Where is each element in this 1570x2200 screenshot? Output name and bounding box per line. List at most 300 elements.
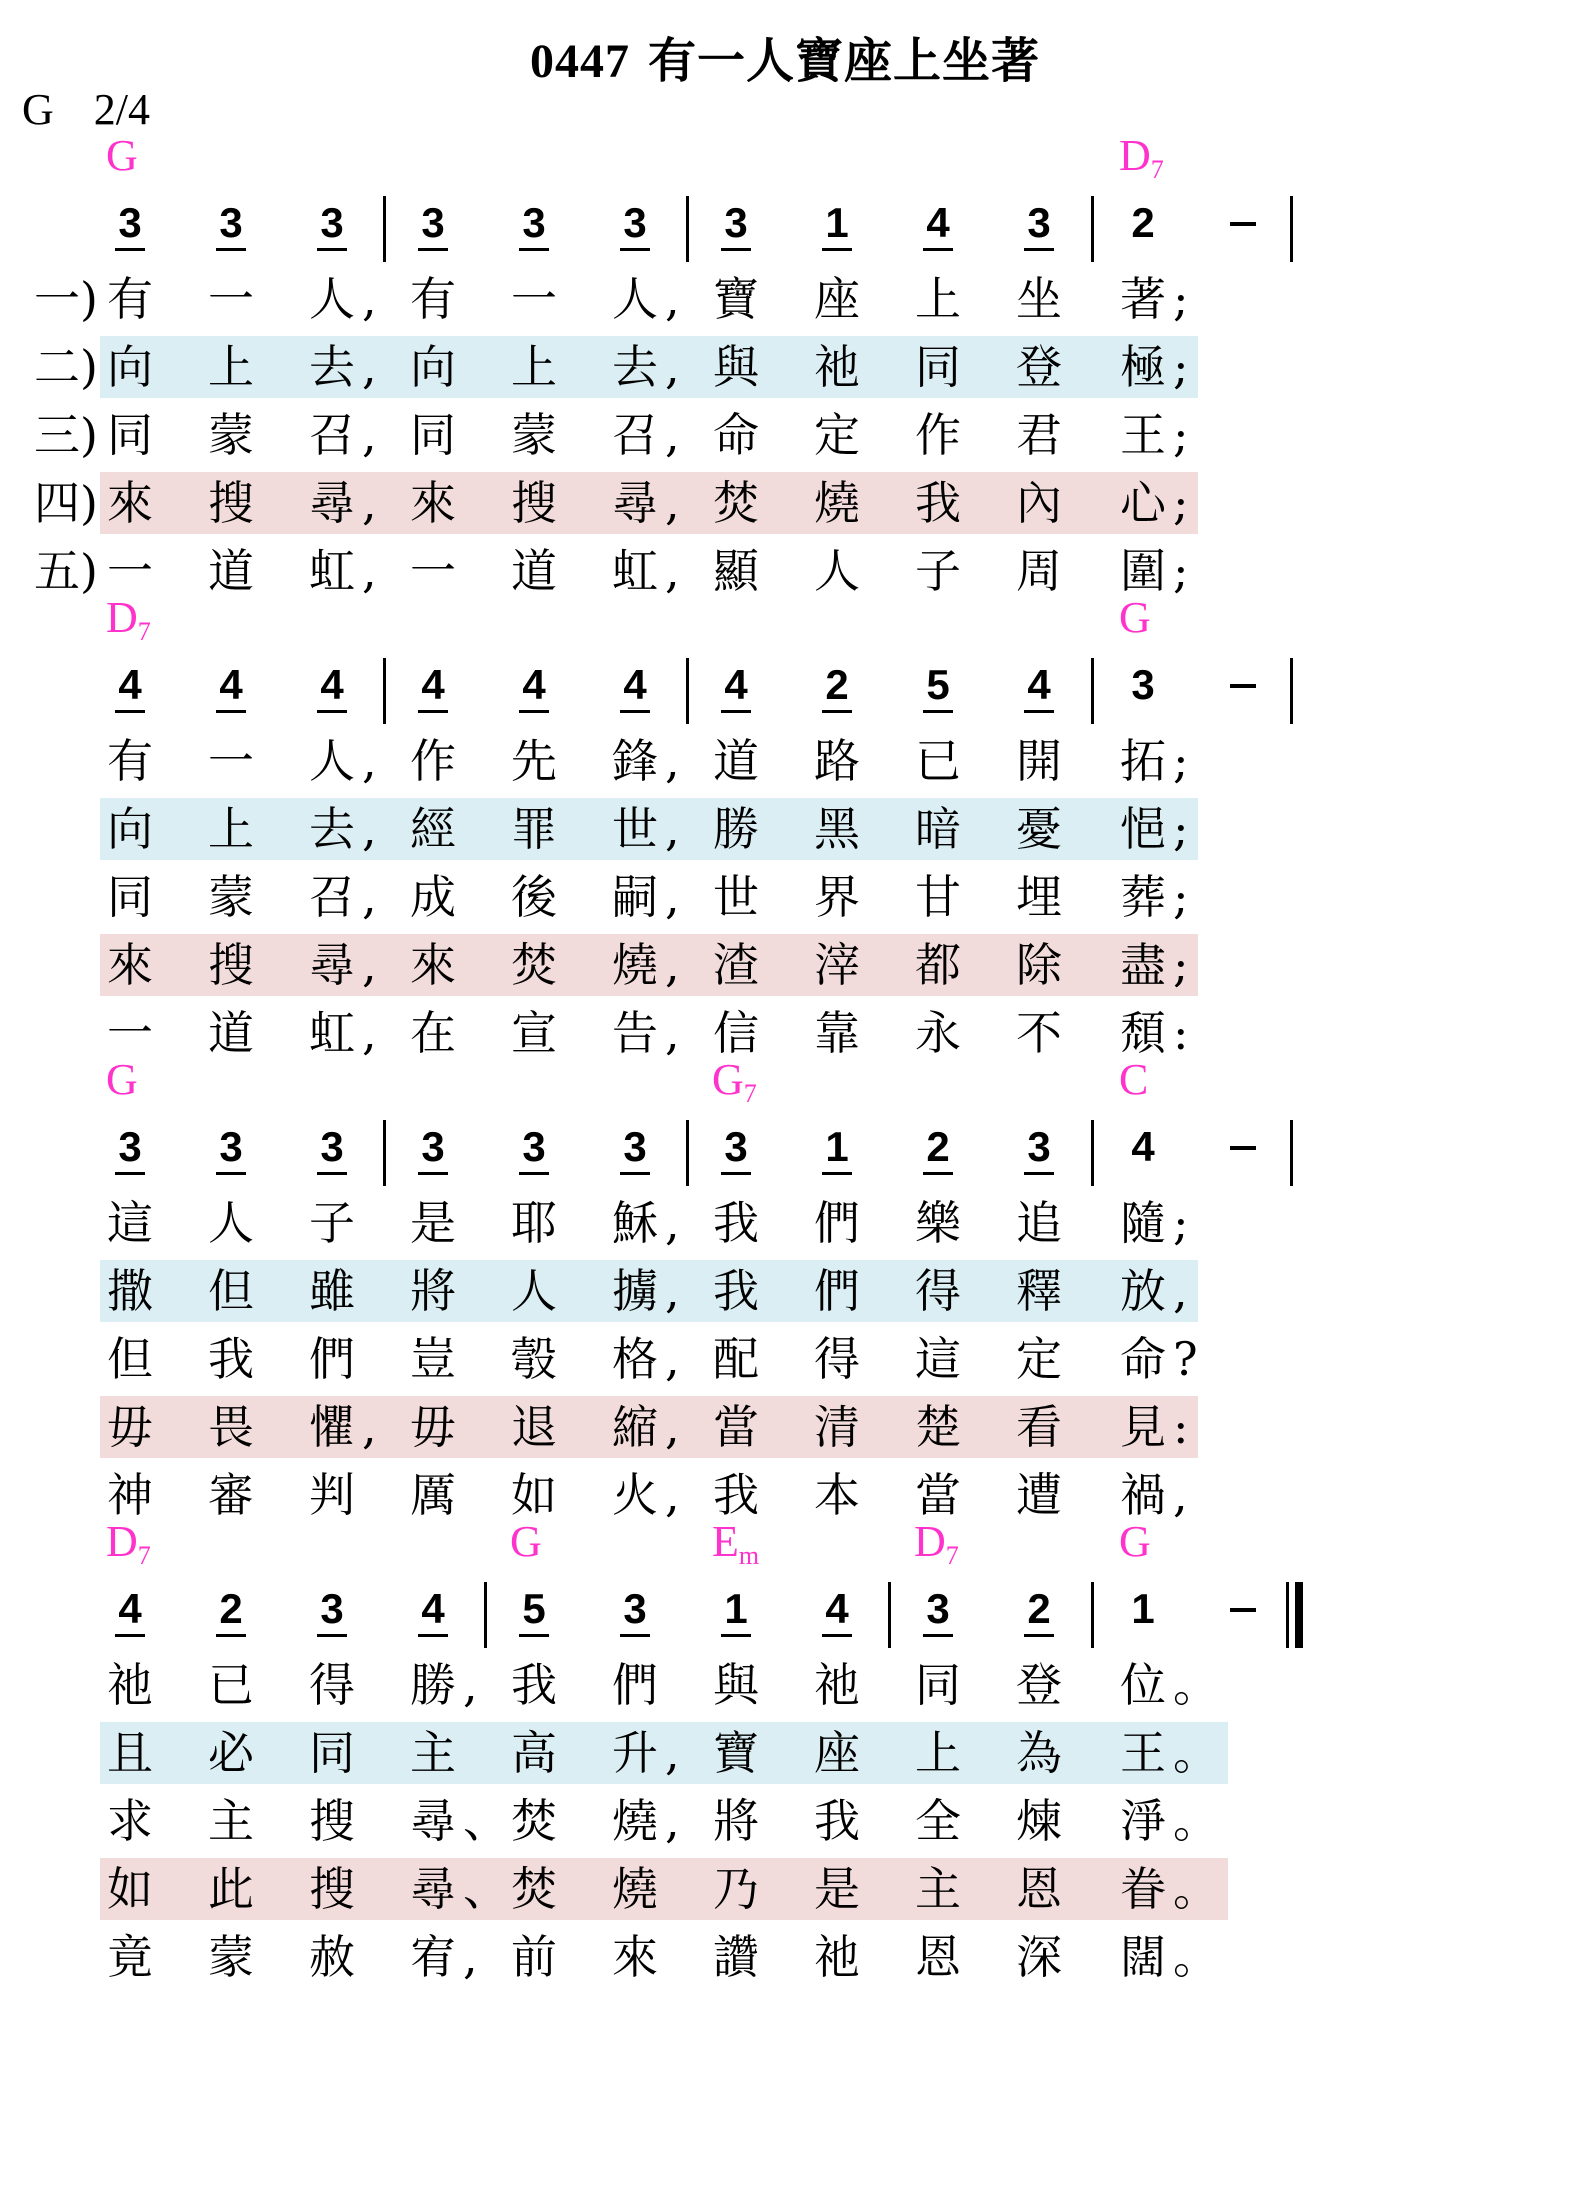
lyric-char: 登 [1016, 340, 1062, 394]
lyric-char: 這 [107, 1196, 153, 1250]
eighth-underline [216, 248, 246, 251]
lyric-char: 耶 [511, 1196, 557, 1250]
lyric-char: 必 [208, 1726, 254, 1780]
note-number: 4 [724, 661, 748, 708]
final-bar-thin [1286, 1582, 1289, 1648]
lyric-punctuation: , [362, 938, 377, 992]
eighth-underline [620, 1172, 650, 1175]
key-time-signature [22, 84, 190, 135]
note-number: 3 [118, 1123, 142, 1170]
eighth-underline [115, 1172, 145, 1175]
lyric-punctuation: , [362, 1400, 377, 1454]
lyric-char: 但 [107, 1332, 153, 1386]
note-number: 3 [1027, 199, 1051, 246]
bar-line [686, 196, 689, 262]
lyric-char: 配 [713, 1332, 759, 1386]
lyric-char: 我 [713, 1196, 759, 1250]
lyric-char: 內 [1016, 476, 1062, 530]
eighth-underline [418, 1634, 448, 1637]
lyric-punctuation: , [665, 870, 680, 924]
chord-root: G [712, 1055, 744, 1104]
lyric-char: 心 [1120, 476, 1166, 530]
lyric-char: 我 [511, 1658, 557, 1712]
lyric-char: 埋 [1016, 870, 1062, 924]
lyric-char: 是 [410, 1196, 456, 1250]
lyric-char: 作 [915, 408, 961, 462]
lyric-char: 楚 [915, 1400, 961, 1454]
note-number: 4 [926, 199, 950, 246]
lyric-char: 經 [410, 802, 456, 856]
note [201, 1586, 261, 1637]
note [100, 1124, 160, 1175]
lyric-char: 蒙 [208, 408, 254, 462]
lyric-char: 道 [208, 544, 254, 598]
bar-line [686, 1120, 689, 1186]
eighth-underline [317, 710, 347, 713]
note [605, 662, 665, 713]
lyric-char: 這 [915, 1332, 961, 1386]
lyric-punctuation: , [665, 1332, 680, 1386]
note [908, 1124, 968, 1175]
note [908, 200, 968, 251]
lyric-char: 王 [1120, 408, 1166, 462]
lyric-char: 去 [309, 340, 355, 394]
lyric-char: 上 [208, 802, 254, 856]
final-bar-thick [1295, 1582, 1303, 1648]
note [403, 1586, 463, 1637]
system-2 [0, 593, 1570, 1072]
lyric-punctuation: , [665, 476, 680, 530]
lyric-punctuation: , [362, 476, 377, 530]
lyric-char: 告 [612, 1006, 658, 1060]
note [1113, 1124, 1173, 1170]
lyric-char: 求 [107, 1794, 153, 1848]
lyric-char: 得 [814, 1332, 860, 1386]
lyric-char: 我 [915, 476, 961, 530]
lyric-char: 眷 [1120, 1862, 1166, 1916]
lyric-punctuation: , [665, 1726, 680, 1780]
lyric-char: 人 [309, 734, 355, 788]
eighth-underline [216, 1172, 246, 1175]
lyric-char: 同 [915, 340, 961, 394]
lyric-punctuation: 。 [1173, 1794, 1219, 1848]
lyric-char: 同 [915, 1658, 961, 1712]
note-number: 3 [1027, 1123, 1051, 1170]
note [706, 200, 766, 251]
note-number: 3 [724, 1123, 748, 1170]
note [605, 200, 665, 251]
lyric-char: 彀 [511, 1332, 557, 1386]
lyric-char: 召 [309, 870, 355, 924]
lyric-char: 暗 [915, 802, 961, 856]
note [100, 200, 160, 251]
lyric-char: 遭 [1016, 1468, 1062, 1522]
lyric-char: 祂 [107, 1658, 153, 1712]
lyric-char: 恩 [1016, 1862, 1062, 1916]
note [201, 200, 261, 251]
lyric-char: 將 [410, 1264, 456, 1318]
lyric-char: 燒 [814, 476, 860, 530]
lyric-char: 召 [309, 408, 355, 462]
chord-suffix: 7 [945, 1541, 959, 1570]
lyric-char: 世 [612, 802, 658, 856]
note-number: 3 [421, 1123, 445, 1170]
eighth-underline [519, 1172, 549, 1175]
chord-symbol [106, 131, 138, 180]
lyric-char: 滓 [814, 938, 860, 992]
verse-label: 三) [34, 408, 98, 462]
lyric-char: 開 [1016, 734, 1062, 788]
note-number: 3 [320, 1123, 344, 1170]
lyric-punctuation: ; [1173, 938, 1189, 992]
eighth-underline [721, 1634, 751, 1637]
lyric-punctuation: , [1173, 1264, 1188, 1318]
lyric-punctuation: : [1173, 1006, 1189, 1060]
bar-line-end [1290, 658, 1293, 724]
chord-symbol [510, 1517, 542, 1566]
lyric-punctuation: ; [1173, 340, 1189, 394]
lyric-punctuation: , [665, 340, 680, 394]
bar-line [1091, 196, 1094, 262]
lyric-char: 一 [107, 544, 153, 598]
lyric-char: 同 [107, 870, 153, 924]
key-signature: G [22, 85, 54, 134]
lyric-char: 祂 [814, 1658, 860, 1712]
note-number: 3 [522, 1123, 546, 1170]
note [302, 200, 362, 251]
lyric-punctuation: ; [1173, 734, 1189, 788]
note-number: 4 [1027, 661, 1051, 708]
lyric-char: 後 [511, 870, 557, 924]
lyric-char: 去 [309, 802, 355, 856]
lyric-char: 黑 [814, 802, 860, 856]
lyric-punctuation: , [665, 544, 680, 598]
lyric-char: 一 [410, 544, 456, 598]
chord-root: G [510, 1517, 542, 1566]
eighth-underline [317, 1172, 347, 1175]
lyric-char: 與 [713, 1658, 759, 1712]
lyric-char: 人 [612, 272, 658, 326]
lyric-char: 懼 [309, 1400, 355, 1454]
chord-suffix: 7 [137, 1541, 151, 1570]
note-number: 3 [623, 199, 647, 246]
lyric-punctuation: , [665, 1006, 680, 1060]
lyric-punctuation: , [665, 1264, 680, 1318]
lyric-punctuation: 、 [463, 1794, 509, 1848]
lyric-char: 焚 [511, 938, 557, 992]
lyric-char: 搜 [309, 1794, 355, 1848]
lyric-punctuation: ; [1173, 408, 1189, 462]
lyric-char: 界 [814, 870, 860, 924]
lyric-char: 人 [814, 544, 860, 598]
lyric-char: 道 [511, 544, 557, 598]
lyric-char: 搜 [309, 1862, 355, 1916]
lyric-char: 本 [814, 1468, 860, 1522]
lyric-char: 周 [1016, 544, 1062, 598]
note-number: 3 [118, 199, 142, 246]
eighth-underline [115, 1634, 145, 1637]
note-number: 3 [421, 199, 445, 246]
bar-line [383, 196, 386, 262]
lyric-char: 釋 [1016, 1264, 1062, 1318]
eighth-underline [317, 1634, 347, 1637]
lyric-char: 寶 [713, 1726, 759, 1780]
note [706, 1124, 766, 1175]
lyric-char: 已 [208, 1658, 254, 1712]
eighth-underline [216, 710, 246, 713]
note-number: 5 [522, 1585, 546, 1632]
lyric-punctuation: 、 [463, 1862, 509, 1916]
lyric-char: 罪 [511, 802, 557, 856]
lyric-punctuation: , [1173, 1468, 1188, 1522]
eighth-underline [620, 1634, 650, 1637]
lyric-char: 放 [1120, 1264, 1166, 1318]
lyric-char: 顯 [713, 544, 759, 598]
lyric-char: 人 [511, 1264, 557, 1318]
lyric-char: 淨 [1120, 1794, 1166, 1848]
lyric-char: 火 [612, 1468, 658, 1522]
note [807, 1586, 867, 1637]
bar-line [888, 1582, 891, 1648]
note [403, 662, 463, 713]
lyric-punctuation: , [362, 734, 377, 788]
lyric-char: 一 [511, 272, 557, 326]
note-number: 4 [421, 1585, 445, 1632]
note [504, 662, 564, 713]
lyric-char: 尋 [309, 938, 355, 992]
lyric-char: 拓 [1120, 734, 1166, 788]
lyric-char: 主 [208, 1794, 254, 1848]
note-number: 3 [1131, 661, 1155, 708]
lyric-char: 焚 [511, 1862, 557, 1916]
note [100, 662, 160, 713]
note-number: 3 [926, 1585, 950, 1632]
chord-root: D [1119, 131, 1151, 180]
lyric-char: 尋 [309, 476, 355, 530]
lyric-char: 尋 [410, 1794, 456, 1848]
eighth-underline [519, 248, 549, 251]
lyric-char: 如 [511, 1468, 557, 1522]
eighth-underline [923, 248, 953, 251]
eighth-underline [923, 710, 953, 713]
lyric-char: 此 [208, 1862, 254, 1916]
lyric-char: 信 [713, 1006, 759, 1060]
eighth-underline [418, 1172, 448, 1175]
lyric-punctuation: 。 [1173, 1658, 1219, 1712]
note-number: 2 [1131, 199, 1155, 246]
note [201, 1124, 261, 1175]
lyric-char: 寶 [713, 272, 759, 326]
lyric-char: 嗣 [612, 870, 658, 924]
eighth-underline [1024, 710, 1054, 713]
chord-symbol [1119, 131, 1164, 192]
eighth-underline [115, 248, 145, 251]
lyric-punctuation: , [362, 870, 377, 924]
lyric-char: 人 [309, 272, 355, 326]
lyric-punctuation: , [665, 1794, 680, 1848]
lyric-punctuation: , [665, 408, 680, 462]
lyric-char: 向 [107, 340, 153, 394]
lyric-char: 來 [410, 938, 456, 992]
lyric-char: 一 [208, 272, 254, 326]
note-number: 4 [825, 1585, 849, 1632]
verse-label: 二) [34, 340, 98, 394]
chord-root: C [1119, 1055, 1149, 1104]
lyric-punctuation: ; [1173, 802, 1189, 856]
lyric-char: 來 [107, 476, 153, 530]
lyric-char: 悒 [1120, 802, 1166, 856]
hymn-number: 0447 [529, 35, 630, 88]
note-number: 1 [825, 1123, 849, 1170]
note [403, 1124, 463, 1175]
lyric-char: 永 [915, 1006, 961, 1060]
eighth-underline [721, 1172, 751, 1175]
note [1009, 200, 1069, 251]
chord-symbol [712, 1517, 760, 1578]
lyric-char: 都 [915, 938, 961, 992]
lyric-char: 位 [1120, 1658, 1166, 1712]
lyric-char: 虹 [309, 544, 355, 598]
eighth-underline [822, 710, 852, 713]
note-number: 3 [724, 199, 748, 246]
lyric-char: 上 [915, 272, 961, 326]
lyric-char: 燒 [612, 1794, 658, 1848]
note-number: 3 [219, 199, 243, 246]
note [1113, 662, 1173, 708]
lyric-char: 如 [107, 1862, 153, 1916]
lyric-punctuation: , [362, 408, 377, 462]
eighth-underline [923, 1634, 953, 1637]
note-number: 2 [926, 1123, 950, 1170]
chord-root: D [106, 1517, 138, 1566]
lyric-char: 為 [1016, 1726, 1062, 1780]
lyric-char: 且 [107, 1726, 153, 1780]
lyric-punctuation: ; [1173, 1196, 1189, 1250]
lyric-punctuation: : [1173, 1400, 1189, 1454]
lyric-char: 神 [107, 1468, 153, 1522]
eighth-underline [822, 248, 852, 251]
lyric-char: 上 [915, 1726, 961, 1780]
lyric-char: 道 [208, 1006, 254, 1060]
note-number: 1 [1131, 1585, 1155, 1632]
lyric-char: 燒 [612, 938, 658, 992]
lyric-char: 宣 [511, 1006, 557, 1060]
lyric-char: 來 [410, 476, 456, 530]
note [403, 200, 463, 251]
chord-root: D [106, 593, 138, 642]
lyric-char: 向 [410, 340, 456, 394]
lyric-char: 燒 [612, 1862, 658, 1916]
note-number: 3 [219, 1123, 243, 1170]
lyric-char: 路 [814, 734, 860, 788]
lyric-char: 作 [410, 734, 456, 788]
lyric-char: 圍 [1120, 544, 1166, 598]
chord-suffix: 7 [137, 617, 151, 646]
lyric-punctuation: , [362, 272, 377, 326]
eighth-underline [418, 710, 448, 713]
eighth-underline [216, 1634, 246, 1637]
lyric-char: 宥 [410, 1930, 456, 1984]
note-number: 4 [118, 1585, 142, 1632]
lyric-char: 前 [511, 1930, 557, 1984]
lyric-char: 渣 [713, 938, 759, 992]
lyric-char: 座 [814, 272, 860, 326]
lyric-char: 追 [1016, 1196, 1062, 1250]
note-number: 4 [118, 661, 142, 708]
lyric-punctuation: , [362, 1006, 377, 1060]
chord-suffix: 7 [1150, 155, 1164, 184]
lyric-char: 將 [713, 1794, 759, 1848]
lyric-char: 清 [814, 1400, 860, 1454]
lyric-char: 蒙 [208, 1930, 254, 1984]
bar-line [484, 1582, 487, 1648]
note [1113, 200, 1173, 246]
note-number: 4 [1131, 1123, 1155, 1170]
note-number: 4 [623, 661, 647, 708]
bar-line [1091, 1582, 1094, 1648]
lyric-char: 撒 [107, 1264, 153, 1318]
lyric-char: 我 [814, 1794, 860, 1848]
note-number: 3 [623, 1123, 647, 1170]
lyric-char: 我 [713, 1468, 759, 1522]
note [100, 1586, 160, 1637]
verse-label: 五) [34, 544, 98, 598]
note-number: 2 [219, 1585, 243, 1632]
lyric-char: 們 [309, 1332, 355, 1386]
lyric-char: 隨 [1120, 1196, 1166, 1250]
eighth-underline [519, 1634, 549, 1637]
lyric-char: 見 [1120, 1400, 1166, 1454]
lyric-char: 焚 [511, 1794, 557, 1848]
lyric-char: 定 [1016, 1332, 1062, 1386]
lyric-char: 當 [713, 1400, 759, 1454]
lyric-char: 毋 [107, 1400, 153, 1454]
lyric-char: 向 [107, 802, 153, 856]
note-number: 4 [320, 661, 344, 708]
lyric-char: 搜 [511, 476, 557, 530]
eighth-underline [721, 248, 751, 251]
lyric-punctuation: , [362, 802, 377, 856]
lyric-char: 一 [208, 734, 254, 788]
chord-root: G [1119, 593, 1151, 642]
lyric-char: 我 [208, 1332, 254, 1386]
lyric-char: 極 [1120, 340, 1166, 394]
lyric-char: 鋒 [612, 734, 658, 788]
note [504, 1124, 564, 1175]
lyric-char: 雖 [309, 1264, 355, 1318]
note [605, 1586, 665, 1637]
lyric-punctuation: , [665, 938, 680, 992]
lyric-char: 是 [814, 1862, 860, 1916]
lyric-char: 祂 [814, 340, 860, 394]
lyric-char: 登 [1016, 1658, 1062, 1712]
lyric-char: 畏 [208, 1400, 254, 1454]
lyric-char: 來 [107, 938, 153, 992]
note [706, 1586, 766, 1637]
lyric-char: 憂 [1016, 802, 1062, 856]
bar-line [1091, 1120, 1094, 1186]
lyric-punctuation: , [665, 802, 680, 856]
lyric-char: 縮 [612, 1400, 658, 1454]
note-number: 1 [724, 1585, 748, 1632]
verse-label: 一) [34, 272, 98, 326]
hold-dash [1230, 222, 1256, 226]
lyric-char: 著 [1120, 272, 1166, 326]
note [1009, 1124, 1069, 1175]
lyric-char: 退 [511, 1400, 557, 1454]
note-number: 2 [825, 661, 849, 708]
lyric-char: 得 [915, 1264, 961, 1318]
